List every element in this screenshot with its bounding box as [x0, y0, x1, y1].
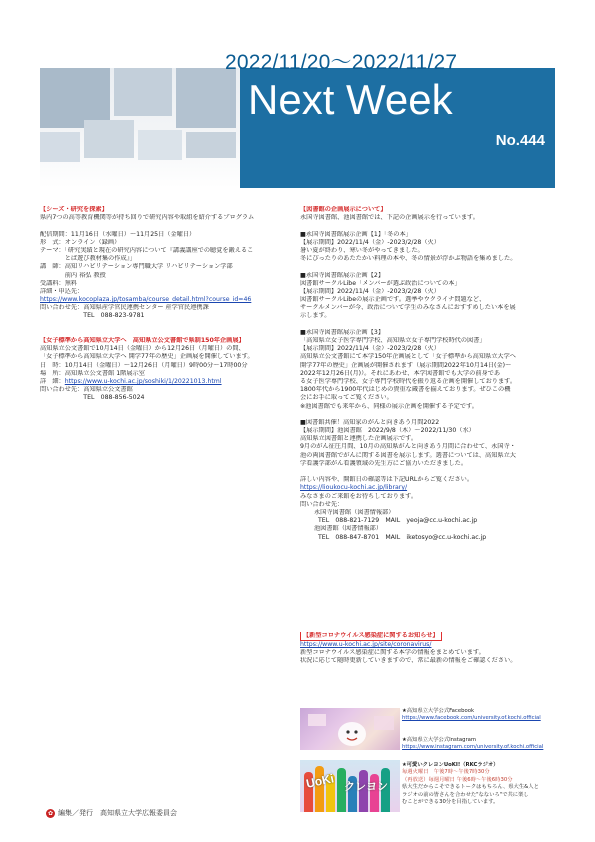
exhibit-desc: 9月のがん征圧月間、10月の高知県がんと向きあう月間に合わせて、永国寺・ [300, 443, 516, 451]
deco-square [84, 120, 134, 158]
event-line: 講 師：高知リハビリテーション専門職大学 リハビリテーション学部 [40, 263, 233, 271]
contact-line: TEL 088-823-9781 [40, 312, 145, 320]
event-line: テーマ：「研究実績と現在の研究内容について『講義講座での聴覚を鍛えるこ [40, 246, 254, 254]
exhibit-desc: 示します。 [300, 312, 331, 320]
exhibit-desc: 学看護学部がん看護領域の先生方にご協力いただきました。 [300, 459, 468, 467]
radio-logo-text: UoKi [304, 771, 336, 791]
exhibit-title: ■図書館共催！高知家のがんと向きあう月間2022 [300, 418, 440, 426]
exhibit-period: 【展示期間】池図書館 2022/9/8（木）～2022/11/30（水） [300, 427, 475, 435]
exhibit-period: 【展示期間】2022/11/4（金）-2023/2/28（火） [300, 238, 440, 246]
deco-square [40, 68, 110, 128]
exhibit-desc: 2022年12月26日(月)）。それにあわせ、本学図書館でも大学の前身であ [300, 369, 501, 377]
exhibit-title: ■永国寺図書館展示企画【1】「冬の本」 [300, 230, 412, 238]
event-line: 受講料：無料 [40, 279, 78, 287]
facebook-link[interactable]: https://www.facebook.com/university.of.kochi.official [402, 715, 541, 722]
corona-line: 新型コロナウイルス感染症に関する本学の情報をまとめています。 [300, 649, 485, 657]
library-intro: 永国寺図書館、池図書館では、下記の企画展示を行っています。 [300, 214, 479, 222]
exhibit-period: 図書館サークルLibe「メンバーが選ぶ政治についての本」 [300, 279, 461, 287]
exhibit-desc: ※池図書館でも来年から、同様の展示企画を開催する予定です。 [300, 402, 478, 410]
exhibit-desc: 【展示期間】2022/11/4（金）-2023/2/28（火） [300, 287, 440, 295]
exhibit-desc: 開学77年の歴史」企画展が開催されます（展示期間2022年10月14日(金)～ [300, 361, 512, 369]
event-link[interactable]: https://www.u-kochi.ac.jp/soshiki/1/20221013.html [64, 377, 222, 385]
event-line: 「女子標準から高知県立大学へ 開学77年の歴史」企画展を開催しています。 [40, 353, 254, 361]
university-logo-icon: ✿ [47, 809, 54, 817]
contact-name: 永国寺図書館（図書情報部） [314, 508, 395, 516]
event-heading: 【シーズ・研究を探索】 [40, 206, 108, 213]
sns-links [402, 708, 543, 752]
footer [46, 808, 177, 818]
radio-line: ラジオの前の皆さんを合わせた"なないろ"で共に楽し [402, 791, 529, 798]
library-link[interactable]: https://lioukocu-kochi.ac.jp/library/ [300, 484, 408, 492]
deco-square [114, 68, 172, 116]
exhibit-title: ■永国寺図書館展示企画【3】 [300, 328, 385, 336]
contacts-label: 問い合わせ先： [300, 500, 344, 508]
exhibit-desc: 会にお手に取ってご覧ください。 [300, 394, 393, 402]
event-detail-row [40, 378, 290, 386]
event-line: 前内 裕弘 教授 [40, 271, 106, 279]
corona-heading-row [300, 632, 558, 641]
deco-square [176, 68, 236, 128]
footer-text: 編集／発行 高知県立大学広報委員会 [58, 809, 177, 817]
contact-name: 池図書館（図書情報部） [314, 525, 383, 533]
radio-line: 県大生だからこそできるトークはもちろん、県大生&人と [402, 784, 539, 791]
exhibit-desc: る女子医学専門学校、女子専門学校時代を振り返る企画を開催しております。 [300, 377, 517, 385]
event-line: 高知県立公文書館で10月14日（金曜日）から12月26日（月曜日）の間、 [40, 345, 245, 353]
corona-link[interactable]: https://www.u-kochi.ac.jp/site/coronavirus/ [300, 641, 432, 648]
contact-line: 問い合わせ先：高知県立公文書館 [40, 386, 133, 394]
exhibit-desc: サークルメンバーが今、政治について学生のみなさんにおすすめしたい本を展 [300, 304, 516, 312]
event-line: 形 式：オンライン（録画） [40, 238, 121, 246]
exhibit-desc: 池の両図書館でがんに関する図書を展示します。選書については、高知県立大 [300, 451, 516, 459]
contact-tel: TEL 088-821-7129 MAIL yeoja@cc.u-kochi.ac.jp [318, 517, 478, 525]
exhibit-desc: 高知県立図書館と連携した企画展示です。 [300, 435, 418, 443]
left-column [40, 206, 290, 403]
exhibit-desc: 【展示期間】2022/11/4（金）-2023/2/28（火） [300, 345, 440, 353]
contact-line: TEL 088-856-5024 [40, 394, 145, 402]
event-line: 詳細・申込先： [40, 287, 84, 295]
event-link[interactable]: https://www.kocoplaza.jp/tosamba/course_detail.html?course_id=46 [40, 296, 252, 304]
exhibit-desc: 1800年代から1900年代はじめの貴重な蔵書を揃えております。ぜひこの機 [300, 386, 511, 394]
exhibit-desc: 高知県立公文書館にて本学150年企画展として「女子標準から高知県立大学へ [300, 353, 516, 361]
corona-line: 状況に応じて随時更新していきますので、常に最新の情報をご確認ください。 [300, 657, 517, 665]
instagram-link[interactable]: https://www.instagram.com/university.of.kochi.official [402, 744, 544, 751]
library-heading: 【図書館の企画展示について】 [300, 206, 387, 213]
event-line: 場 所：高知県立公文書館 1階展示室 [40, 369, 145, 377]
more-info-text: 詳しい内容や、開館日の確認等は下記URLからご覧ください。 [300, 476, 474, 484]
exhibit-title: ■永国寺図書館展示企画【2】 [300, 271, 385, 279]
contact-line: 問い合わせ先：高知県産学官民連携センター 産学官民連携課 [40, 304, 209, 312]
radio-info [402, 762, 539, 806]
radio-title: ★可愛いクレヨンUoKI!（RKCラジオ） [402, 762, 499, 768]
deco-square [138, 130, 182, 160]
exhibit-desc: 冬にぴったりのあたたかい料理の本や、冬の情景が浮かぶ物語を集めました。 [300, 255, 517, 263]
contact-tel: TEL 088-847-8701 MAIL iketosyo@cc.u-kochi.ac.jp [318, 533, 487, 541]
corona-notice [300, 632, 558, 666]
masthead [40, 38, 555, 188]
deco-square [186, 132, 236, 158]
event-line: 県内7つの高等教育機関等が持ち回りで研究内容や取組を紹介するプログラム [40, 214, 255, 222]
exhibit-desc: 暑い夏が終わり、寒い冬がやってきました。 [300, 246, 424, 254]
newsletter-title: Next Week [248, 76, 453, 123]
visit-note: みなさまのご来館をお待ちしております。 [300, 492, 418, 500]
facebook-label: ★高知県立大学公式Facebook [402, 708, 475, 714]
event-heading: 【女子標準から高知県立大学へ 高知県立公文書館で県制150年企画展】 [40, 337, 245, 344]
right-column [300, 206, 558, 542]
issue-number: No.444 [495, 132, 545, 149]
character-illustration [300, 708, 400, 750]
radio-line: （再放送）毎週月曜日 午後6時～午後6時30分 [402, 776, 513, 783]
date-range: 2022/11/20～2022/11/27 [225, 51, 458, 74]
event-line: とば遊び教材集の作成』」 [40, 255, 136, 263]
radio-banner [300, 760, 400, 812]
event-line: 配信期間：11月16日（水曜日）～11月25日（金曜日） [40, 230, 196, 238]
exhibit-desc: 図書館サークルLibeの展示企画です。選挙やウクライナ問題など、 [300, 296, 486, 304]
radio-line: 毎週火曜日 午後7時～午後7時30分 [402, 769, 490, 776]
event-line: 詳 細： [40, 377, 65, 385]
instagram-label: ★高知県立大学公式Instagram [402, 736, 477, 743]
corona-heading: 【新型コロナウイルス感染症に関するお知らせ】 [300, 632, 442, 641]
event-line: 日 時：10月14日（金曜日）～12月26日（月曜日）9時00分～17時00分 [40, 361, 248, 369]
sns-photo [300, 708, 400, 750]
exhibit-period: 「高知県立女子医学専門学校、高知県立女子専門学校時代の図書」 [300, 337, 486, 344]
radio-line: むことができる30分を目指しています。 [402, 799, 499, 806]
radio-logo-word: クレヨン [344, 780, 388, 793]
deco-square [40, 132, 80, 162]
